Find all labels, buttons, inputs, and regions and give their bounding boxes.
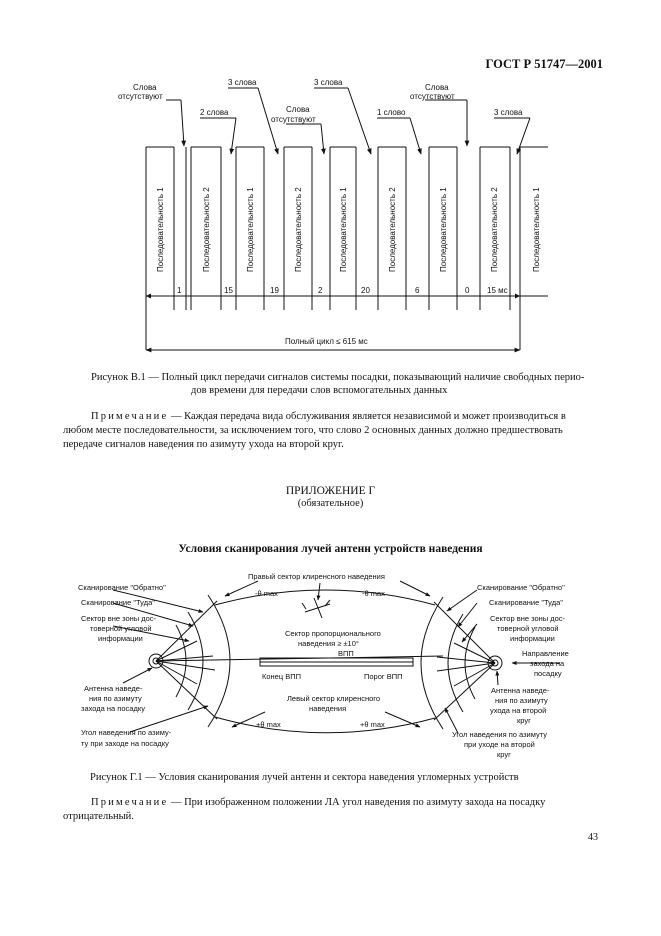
note1-label: Примечание	[91, 411, 169, 422]
seq-label: Последовательность 2	[490, 187, 499, 272]
left-sector-out: товерной угловой	[90, 624, 152, 633]
note2-text: — При изображенном положении ЛА угол наведения по азимуту захода на посадку	[168, 797, 546, 808]
theta-max-br: +θ max	[360, 720, 385, 729]
seq-label: Последовательность 2	[294, 187, 303, 272]
section-title: Условия сканирования лучей антенн устройств наведения	[178, 543, 483, 555]
right-angle: круг	[497, 750, 511, 759]
right-antenna: круг	[517, 716, 531, 725]
figure-b1	[0, 0, 661, 370]
seq-label: Последовательность 2	[388, 187, 397, 272]
left-sector-out: Сектор вне зоны дос-	[81, 614, 157, 623]
gap-value: 1	[177, 286, 182, 295]
left-angle: Угол наведения по азиму-	[81, 728, 172, 737]
prop-sector: наведения ≥ ±10°	[298, 639, 359, 648]
top-label-5: 3 слова	[314, 78, 343, 87]
left-clearance-sector: Левый сектор клиренсного	[287, 694, 381, 703]
right-scan-fwd: Сканирование "Туда"	[489, 598, 563, 607]
top-label-2: 2 слова	[200, 108, 229, 117]
seq-label: Последовательность 1	[156, 187, 165, 272]
left-antenna: ния по азимуту	[89, 694, 142, 703]
top-label-4: Слова	[286, 105, 310, 114]
left-antenna: Антенна наведе-	[84, 684, 143, 693]
note1-line3: передаче сигналов наведения по азимуту ухода на второй круг.	[63, 439, 344, 450]
gap-value: 15	[224, 286, 233, 295]
caption-b1-line2: дов времени для передачи слов вспомогательных данных	[191, 385, 448, 396]
left-clearance-sector: наведения	[309, 704, 347, 713]
runway-end: Конец ВПП	[262, 672, 302, 681]
top-label-1: Слова	[133, 83, 157, 92]
note1-text: — Каждая передача вида обслуживания является независимой и может производиться в	[168, 411, 566, 422]
total-cycle: Полный цикл ≤ 615 мс	[285, 337, 368, 346]
prop-sector: ВПП	[338, 649, 354, 658]
top-label-8: 3 слова	[494, 108, 523, 117]
seq-label: Последовательность 1	[439, 187, 448, 272]
note2-line2: отрицательный.	[63, 811, 134, 822]
top-label-7: Слова	[425, 83, 449, 92]
top-label-6: 1 слово	[377, 108, 406, 117]
right-sector-out: информации	[510, 634, 555, 643]
page-number: 43	[588, 832, 598, 843]
right-direction: захода на	[530, 659, 565, 668]
seq-label: Последовательность 2	[202, 187, 211, 272]
theta-max-tr: -θ max	[362, 589, 385, 598]
top-label-7b: отсутствуют	[410, 92, 455, 101]
gap-value: 20	[361, 286, 370, 295]
document-header: ГОСТ Р 51747—2001	[485, 57, 603, 71]
runway-threshold: Порог ВПП	[364, 672, 403, 681]
right-antenna: ния по азимуту	[495, 696, 548, 705]
theta-max-bl: +θ max	[256, 720, 281, 729]
gap-value: 6	[415, 286, 420, 295]
seq-label: Последовательность 1	[532, 187, 541, 272]
right-sector-out: товерной угловой	[497, 624, 559, 633]
note1-line2: любом месте последовательности, за исключением того, что слово 2 основных данных должно предшествовать	[63, 425, 563, 436]
right-angle: Угол наведения по азимуту	[452, 730, 547, 739]
right-angle: при уходе на второй	[464, 740, 535, 749]
note2-line1	[91, 796, 545, 810]
left-antenna: захода на посадку	[81, 704, 145, 713]
theta-max-tl: -θ max	[255, 589, 278, 598]
seq-label: Последовательность 1	[246, 187, 255, 272]
top-label-3: 3 слова	[228, 78, 257, 87]
appendix-subtitle: (обязательное)	[297, 498, 364, 509]
right-scan-back: Сканирование "Обратно"	[477, 583, 565, 592]
note2-label: Примечание	[91, 797, 169, 808]
gap-value: 2	[318, 286, 323, 295]
right-sector-out: Сектор вне зоны дос-	[490, 614, 566, 623]
right-clearance-sector: Правый сектор клиренсного наведения	[248, 572, 385, 581]
gap-value: 15 мс	[487, 286, 508, 295]
left-scan-fwd: Сканирование "Туда"	[81, 598, 155, 607]
figure-g1	[0, 570, 661, 770]
caption-b1-line1: Рисунок В.1 — Полный цикл передачи сигналов системы посадки, показывающий наличие свободных перио-	[91, 372, 585, 383]
right-antenna: ухода на второй	[490, 706, 547, 715]
left-angle: ту при заходе на посадку	[81, 739, 169, 748]
caption-g1: Рисунок Г.1 — Условия сканирования лучей антенн и сектора наведения угломерных устройств	[90, 772, 519, 783]
right-direction: Направление	[522, 649, 569, 658]
right-antenna: Антенна наведе-	[491, 686, 550, 695]
prop-sector: Сектор пропорционального	[285, 629, 381, 638]
appendix-title: ПРИЛОЖЕНИЕ Г	[285, 485, 376, 497]
note1-line1	[91, 410, 566, 424]
gap-value: 0	[465, 286, 470, 295]
gap-value: 19	[270, 286, 279, 295]
left-sector-out: информации	[98, 634, 143, 643]
top-label-4b: отсутствуют	[271, 115, 316, 124]
seq-label: Последовательность 1	[339, 187, 348, 272]
left-scan-back: Сканирование "Обратно"	[78, 583, 166, 592]
right-direction: посадку	[534, 669, 562, 678]
top-label-1b: отсутствуют	[118, 92, 163, 101]
